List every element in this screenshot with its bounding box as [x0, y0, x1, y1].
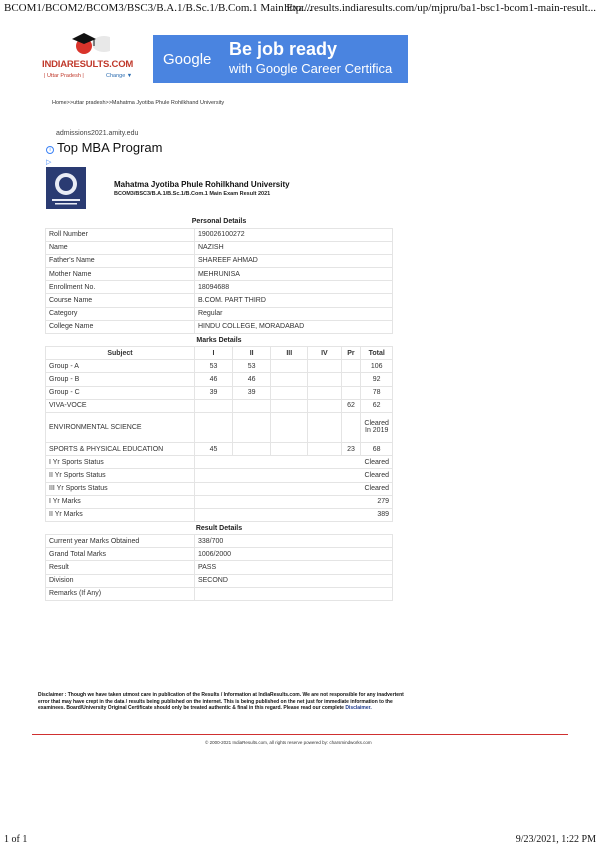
subject-total: 62	[361, 399, 393, 412]
marks-column-header: III	[271, 347, 308, 360]
result-row	[46, 587, 393, 600]
field-label: Roll Number	[46, 228, 195, 241]
summary-row	[46, 469, 393, 482]
print-page-title: BCOM1/BCOM2/BCOM3/BSC3/B.A.1/B.Sc.1/B.Com.1 Main Exa...	[4, 2, 312, 14]
personal-row	[46, 281, 393, 294]
paper-mark	[308, 360, 341, 373]
paper-mark	[233, 442, 271, 455]
ad-headline: Be job ready	[229, 39, 338, 59]
result-label: Result	[46, 561, 195, 574]
change-state-link[interactable]: Change ▼	[106, 73, 133, 79]
site-state-label: | Uttar Pradesh |	[44, 73, 84, 79]
field-value: B.COM. PART THIRD	[194, 294, 392, 307]
paper-mark	[308, 412, 341, 442]
personal-row	[46, 307, 393, 320]
disclaimer-link[interactable]: Disclaimer.	[345, 705, 372, 712]
footer-divider	[32, 734, 568, 735]
paper-mark: 45	[194, 442, 232, 455]
university-seal-icon	[46, 167, 86, 209]
marks-details-heading: Marks Details	[196, 336, 242, 344]
result-label: Grand Total Marks	[46, 548, 195, 561]
subject-total: 92	[361, 373, 393, 386]
marks-row	[46, 412, 393, 442]
result-label: Remarks (If Any)	[46, 587, 195, 600]
subject-total: Cleared In 2019	[361, 412, 393, 442]
disclaimer-text: Disclaimer : Though we have taken utmost care in publication of the Results / Information at IndiaResults.com. We are not responsible for any inadvertent error that may have crept in the data / results being published on the internet. This is being published on the net just for immediate information to the examinees. Board/University Original Certificate should only be treated authentic & final in this regard. Please read our complete	[38, 692, 404, 712]
field-label: Mother Name	[46, 268, 195, 281]
subject-total: 78	[361, 386, 393, 399]
paper-mark	[308, 386, 341, 399]
subject-name: ENVIRONMENTAL SCIENCE	[46, 412, 195, 442]
summary-label: I Yr Marks	[46, 495, 195, 508]
result-value: 1006/2000	[194, 548, 392, 561]
summary-row	[46, 508, 393, 521]
marks-column-header: Pr	[341, 347, 361, 360]
paper-mark	[271, 386, 308, 399]
paper-mark	[271, 373, 308, 386]
paper-mark: 46	[233, 373, 271, 386]
subject-name: VIVA-VOCE	[46, 399, 195, 412]
summary-label: II Yr Marks	[46, 508, 195, 521]
ad-brand: Google	[163, 51, 212, 68]
paper-mark: 53	[233, 360, 271, 373]
field-value: SHAREEF AHMAD	[194, 254, 392, 267]
summary-value: Cleared	[194, 469, 392, 482]
result-value	[194, 587, 392, 600]
subject-name: Group - B	[46, 373, 195, 386]
result-details-heading: Result Details	[195, 524, 243, 532]
paper-mark	[194, 399, 232, 412]
site-logo[interactable]	[42, 30, 142, 82]
university-name: Mahatma Jyotiba Phule Rohilkhand University	[114, 180, 290, 189]
text-ad-domain[interactable]: admissions2021.amity.edu	[56, 130, 139, 137]
marks-row	[46, 399, 393, 412]
personal-details-heading: Personal Details	[191, 217, 247, 225]
result-row	[46, 535, 393, 548]
result-value: PASS	[194, 561, 392, 574]
paper-mark	[308, 442, 341, 455]
paper-mark	[308, 399, 341, 412]
marks-column-header: Total	[361, 347, 393, 360]
paper-mark	[194, 412, 232, 442]
field-label: Category	[46, 307, 195, 320]
breadcrumb[interactable]: Home>>uttar pradesh>>Mahatma Jyotiba Phule Rohilkhand University	[52, 100, 225, 106]
summary-label: I Yr Sports Status	[46, 456, 195, 469]
personal-row	[46, 294, 393, 307]
marks-row	[46, 442, 393, 455]
subject-name: Group - C	[46, 386, 195, 399]
paper-mark	[271, 412, 308, 442]
summary-label: II Yr Sports Status	[46, 469, 195, 482]
field-value: NAZISH	[194, 241, 392, 254]
personal-row	[46, 320, 393, 333]
result-value: 338/700	[194, 535, 392, 548]
personal-row	[46, 268, 393, 281]
paper-mark: 39	[194, 386, 232, 399]
field-label: Enrollment No.	[46, 281, 195, 294]
result-row	[46, 548, 393, 561]
field-label: Course Name	[46, 294, 195, 307]
subject-name: Group - A	[46, 360, 195, 373]
paper-mark	[308, 373, 341, 386]
summary-row	[46, 495, 393, 508]
paper-mark: 39	[233, 386, 271, 399]
subject-total: 106	[361, 360, 393, 373]
paper-mark	[271, 442, 308, 455]
paper-mark	[233, 412, 271, 442]
field-label: Name	[46, 241, 195, 254]
print-page-url: http://results.indiaresults.com/up/mjpru/ba1-bsc1-bcom1-main-result...	[284, 2, 596, 14]
print-header	[4, 2, 596, 18]
summary-value: 389	[194, 508, 392, 521]
field-value: MEHRUNISA	[194, 268, 392, 281]
marks-column-header: Subject	[46, 347, 195, 360]
marks-row	[46, 386, 393, 399]
paper-mark	[341, 386, 361, 399]
field-value: 190026100272	[194, 228, 392, 241]
paper-mark: 23	[341, 442, 361, 455]
field-label: Father's Name	[46, 254, 195, 267]
ad-tagline: with Google Career Certifica	[229, 61, 393, 76]
paper-mark: 53	[194, 360, 232, 373]
result-label: Division	[46, 574, 195, 587]
text-ad-title[interactable]: Top MBA Program	[57, 140, 163, 155]
result-row	[46, 561, 393, 574]
paper-mark	[341, 360, 361, 373]
marks-row	[46, 373, 393, 386]
print-footer	[4, 834, 596, 846]
paper-mark: 62	[341, 399, 361, 412]
field-value: 18094688	[194, 281, 392, 294]
result-value: SECOND	[194, 574, 392, 587]
site-brand: INDIARESULTS.COM	[42, 59, 134, 70]
ad-banner[interactable]	[153, 35, 408, 83]
print-datetime: 9/23/2021, 1:22 PM	[515, 834, 596, 845]
result-table	[45, 215, 393, 601]
paper-mark	[341, 412, 361, 442]
subject-name: SPORTS & PHYSICAL EDUCATION	[46, 442, 195, 455]
personal-row	[46, 228, 393, 241]
graduate-logo-icon	[70, 30, 110, 60]
summary-value: 279	[194, 495, 392, 508]
summary-row	[46, 456, 393, 469]
paper-mark	[341, 373, 361, 386]
paper-mark	[271, 399, 308, 412]
copyright: © 2000-2021 IndiaResults.com, all rights reserve powered by: charsmindworks.com	[205, 740, 372, 745]
marks-column-header: I	[194, 347, 232, 360]
marks-column-header: II	[233, 347, 271, 360]
field-value: HINDU COLLEGE, MORADABAD	[194, 320, 392, 333]
personal-row	[46, 254, 393, 267]
print-page-number: 1 of 1	[4, 834, 28, 845]
marks-column-header: IV	[308, 347, 341, 360]
personal-row	[46, 241, 393, 254]
ad-choices-icon[interactable]: ▷	[46, 159, 52, 166]
field-label: College Name	[46, 320, 195, 333]
disclaimer	[38, 692, 404, 712]
result-label: Current year Marks Obtained	[46, 535, 195, 548]
summary-row	[46, 482, 393, 495]
summary-label: III Yr Sports Status	[46, 482, 195, 495]
paper-mark	[233, 399, 271, 412]
result-row	[46, 574, 393, 587]
marks-row	[46, 360, 393, 373]
paper-mark: 46	[194, 373, 232, 386]
subject-total: 68	[361, 442, 393, 455]
exam-title: BCOM3/BSC3/B.A.1/B.Sc.1/B.Com.1 Main Exam Result 2021	[114, 191, 271, 197]
field-value: Regular	[194, 307, 392, 320]
paper-mark	[271, 360, 308, 373]
summary-value: Cleared	[194, 456, 392, 469]
summary-value: Cleared	[194, 482, 392, 495]
ad-info-icon[interactable]: i	[46, 146, 54, 154]
